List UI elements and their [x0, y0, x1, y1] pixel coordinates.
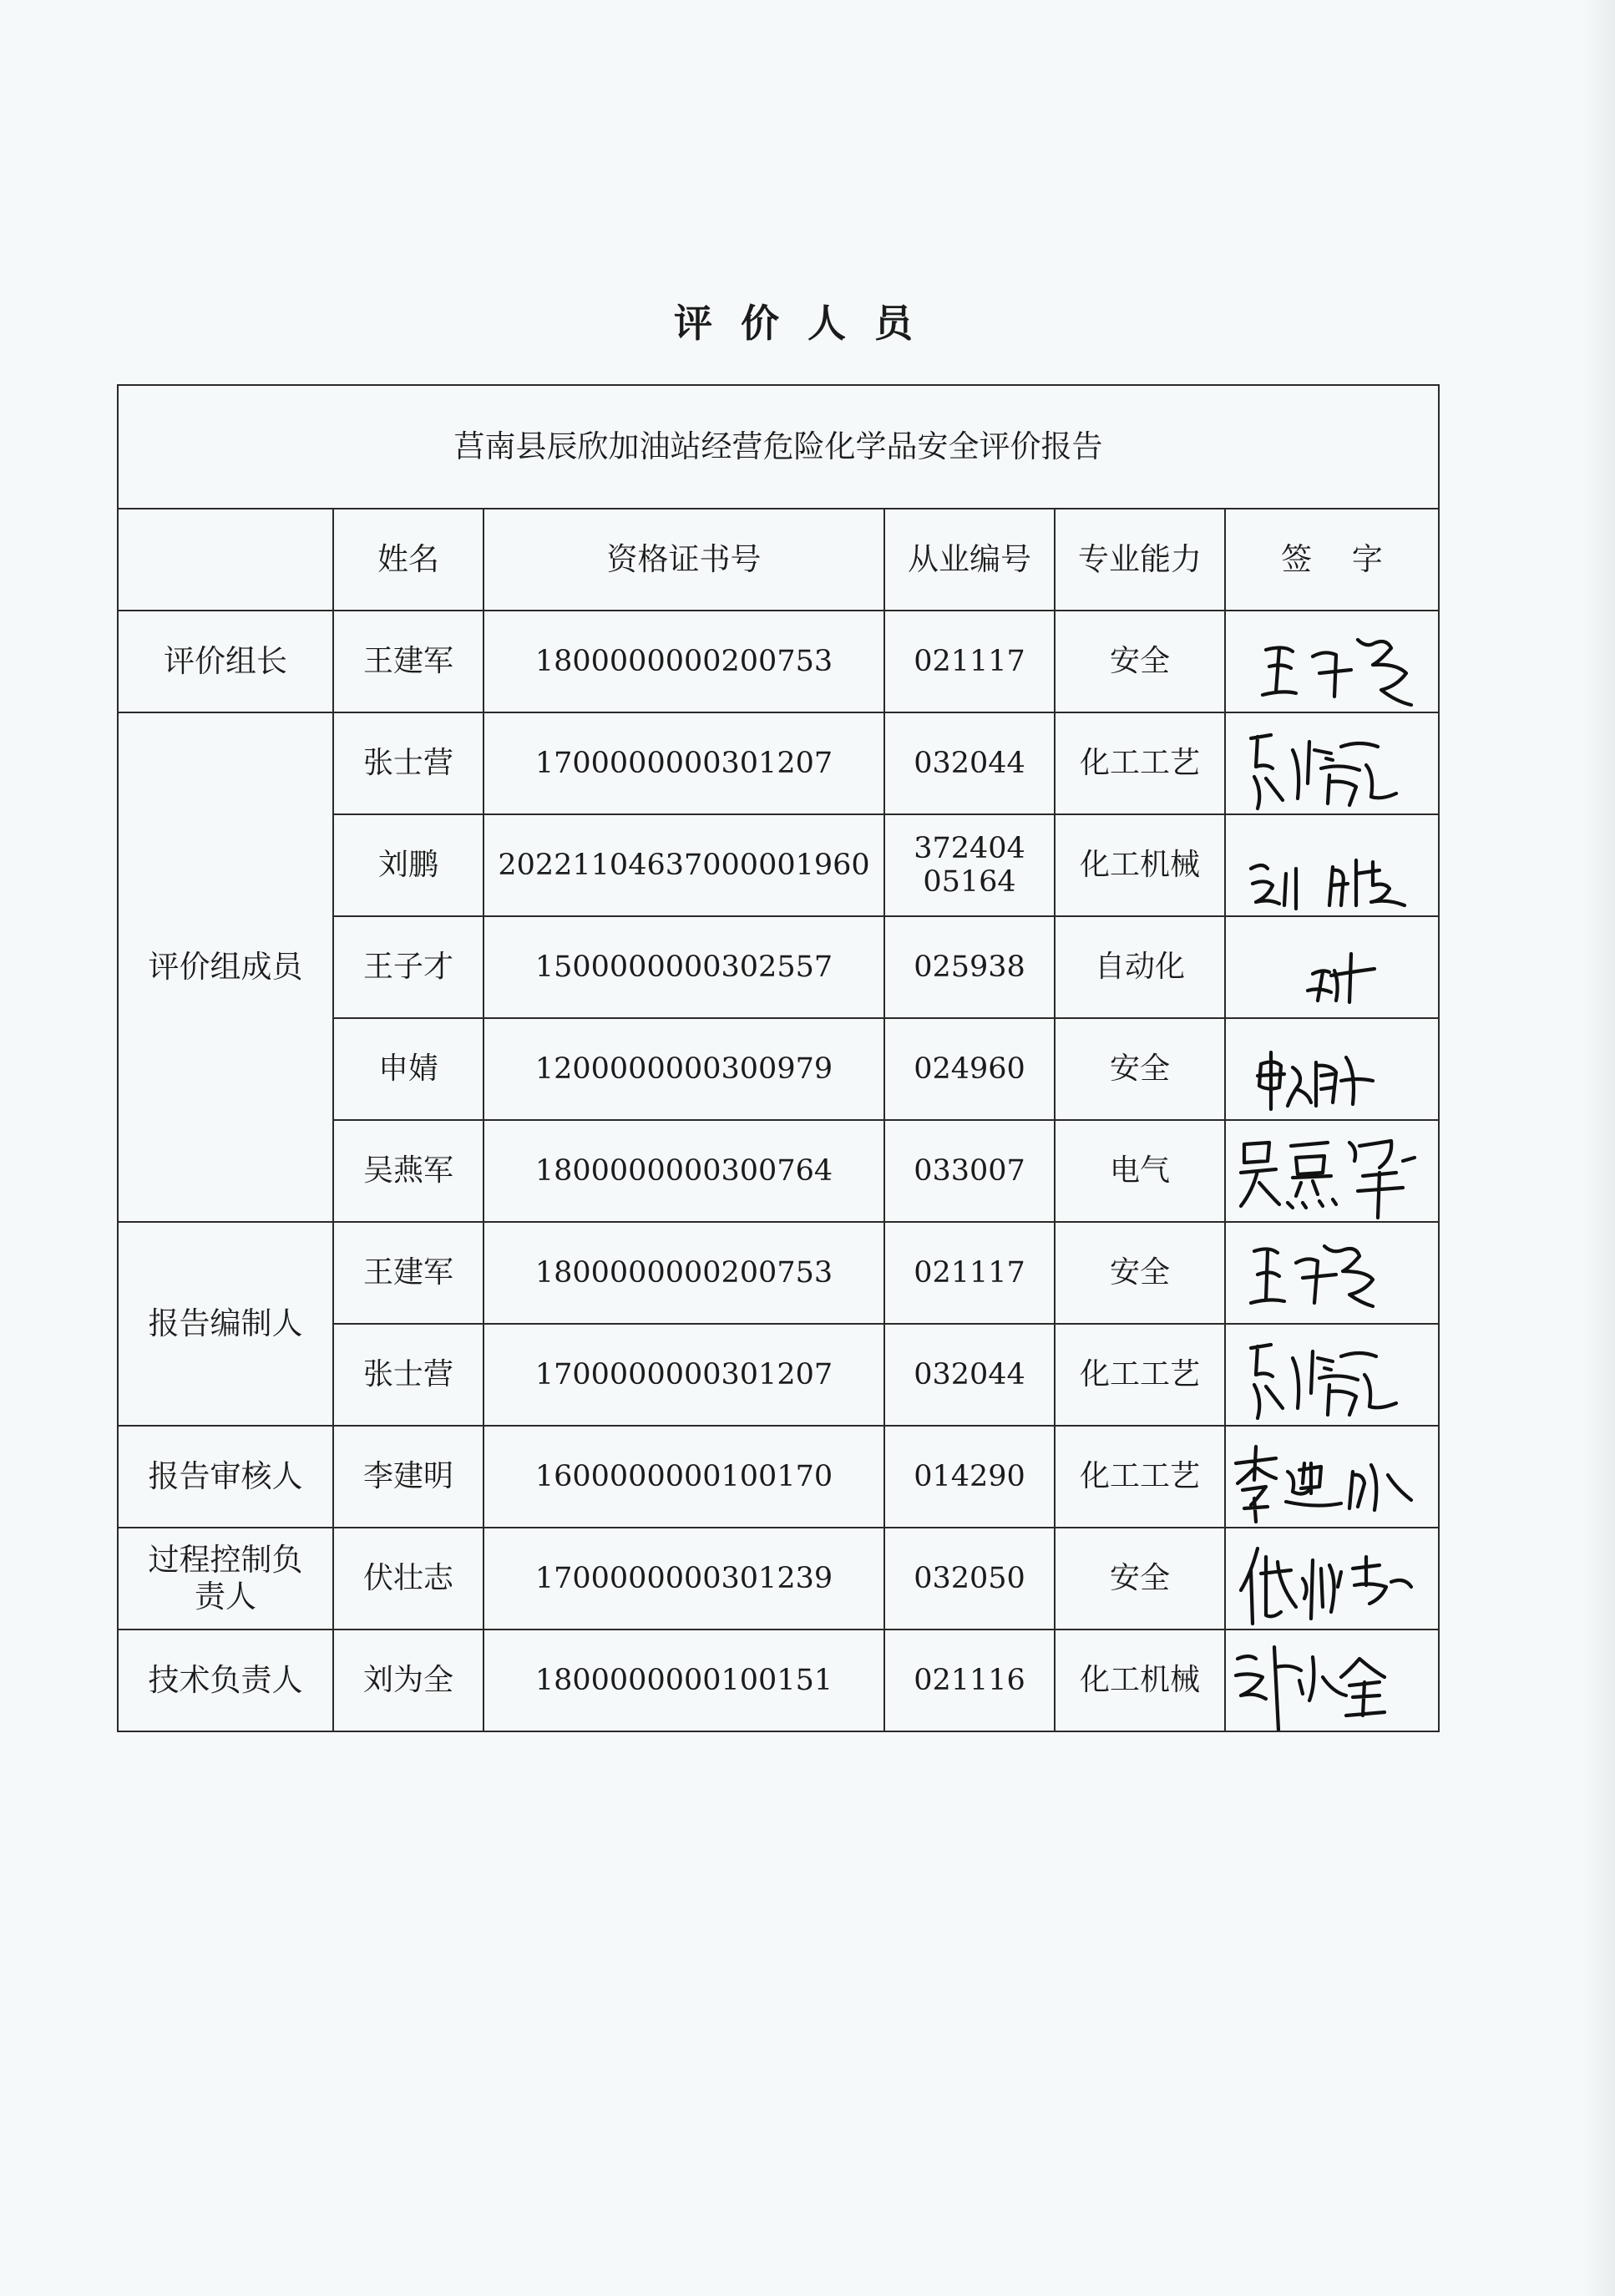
practice-cell: 032050 — [884, 1528, 1055, 1630]
handwritten-signature — [1233, 1226, 1439, 1324]
header-role — [118, 509, 333, 611]
cert-cell: 1800000000200753 — [483, 611, 884, 712]
header-cert: 资格证书号 — [483, 509, 884, 611]
signature-cell — [1225, 712, 1439, 814]
cert-cell: 1800000000100151 — [483, 1630, 884, 1731]
role-process: 过程控制负责人 — [118, 1528, 333, 1630]
signature-cell — [1225, 1528, 1439, 1630]
name-cell: 吴燕军 — [333, 1120, 483, 1222]
ability-cell: 化工机械 — [1055, 1630, 1225, 1731]
cert-cell: 1800000000200753 — [483, 1222, 884, 1324]
role-members: 评价组成员 — [118, 712, 333, 1222]
header-ability: 专业能力 — [1055, 509, 1225, 611]
cert-cell: 1500000000302557 — [483, 916, 884, 1018]
page-edge-shadow — [1582, 0, 1615, 2296]
handwritten-signature — [1233, 1532, 1439, 1630]
evaluator-table — [117, 384, 1440, 1732]
ability-cell: 安全 — [1055, 611, 1225, 712]
name-cell: 王建军 — [333, 1222, 483, 1324]
cert-cell: 1700000000301207 — [483, 1324, 884, 1426]
signature-cell — [1225, 814, 1439, 916]
practice-cell: 032044 — [884, 712, 1055, 814]
signature-cell — [1225, 1426, 1439, 1528]
signature-cell — [1225, 1630, 1439, 1731]
role-compiler: 报告编制人 — [118, 1222, 333, 1426]
practice-cell: 025938 — [884, 916, 1055, 1018]
name-cell: 伏壮志 — [333, 1528, 483, 1630]
handwritten-signature — [1233, 1430, 1439, 1528]
handwritten-signature — [1233, 1634, 1439, 1731]
practice-cell: 014290 — [884, 1426, 1055, 1528]
role-leader: 评价组长 — [118, 611, 333, 712]
cert-cell: 1800000000300764 — [483, 1120, 884, 1222]
ability-cell: 电气 — [1055, 1120, 1225, 1222]
practice-cell: 024960 — [884, 1018, 1055, 1120]
header-practice: 从业编号 — [884, 509, 1055, 611]
name-cell: 王建军 — [333, 611, 483, 712]
name-cell: 王子才 — [333, 916, 483, 1018]
signature-cell — [1225, 1018, 1439, 1120]
signature-cell — [1225, 1222, 1439, 1324]
table-row — [118, 1426, 1439, 1528]
header-name: 姓名 — [333, 509, 483, 611]
name-cell: 刘鹏 — [333, 814, 483, 916]
practice-cell: 032044 — [884, 1324, 1055, 1426]
report-title: 莒南县辰欣加油站经营危险化学品安全评价报告 — [118, 385, 1439, 509]
name-cell: 张士营 — [333, 1324, 483, 1426]
table-row — [118, 611, 1439, 712]
practice-cell: 021117 — [884, 1222, 1055, 1324]
ability-cell: 安全 — [1055, 1222, 1225, 1324]
practice-cell: 033007 — [884, 1120, 1055, 1222]
name-cell: 李建明 — [333, 1426, 483, 1528]
signature-cell — [1225, 1120, 1439, 1222]
table-row — [118, 1528, 1439, 1630]
cert-cell: 20221104637000001960 — [483, 814, 884, 916]
name-cell: 张士营 — [333, 712, 483, 814]
role-technical: 技术负责人 — [118, 1630, 333, 1731]
handwritten-signature — [1233, 1124, 1439, 1222]
signature-cell — [1225, 1324, 1439, 1426]
handwritten-signature — [1233, 819, 1439, 916]
handwritten-signature — [1233, 717, 1439, 814]
practice-cell: 372404 05164 — [884, 814, 1055, 916]
practice-cell: 021116 — [884, 1630, 1055, 1731]
cert-cell: 1700000000301207 — [483, 712, 884, 814]
handwritten-signature — [1233, 1328, 1439, 1426]
role-reviewer: 报告审核人 — [118, 1426, 333, 1528]
cert-cell: 1700000000301239 — [483, 1528, 884, 1630]
handwritten-signature — [1233, 615, 1439, 712]
header-signature: 签 字 — [1225, 509, 1439, 611]
ability-cell: 化工工艺 — [1055, 1426, 1225, 1528]
ability-cell: 安全 — [1055, 1528, 1225, 1630]
cert-cell: 1200000000300979 — [483, 1018, 884, 1120]
table-row — [118, 1222, 1439, 1324]
ability-cell: 化工工艺 — [1055, 1324, 1225, 1426]
ability-cell: 化工工艺 — [1055, 712, 1225, 814]
handwritten-signature — [1233, 1022, 1439, 1120]
signature-cell — [1225, 916, 1439, 1018]
ability-cell: 自动化 — [1055, 916, 1225, 1018]
name-cell: 申婧 — [333, 1018, 483, 1120]
cert-cell: 1600000000100170 — [483, 1426, 884, 1528]
handwritten-signature — [1233, 920, 1439, 1018]
table-row — [118, 712, 1439, 814]
table-row — [118, 1630, 1439, 1731]
name-cell: 刘为全 — [333, 1630, 483, 1731]
page-title: 评价人员 — [674, 301, 941, 346]
ability-cell: 化工机械 — [1055, 814, 1225, 916]
ability-cell: 安全 — [1055, 1018, 1225, 1120]
signature-cell — [1225, 611, 1439, 712]
practice-cell: 021117 — [884, 611, 1055, 712]
